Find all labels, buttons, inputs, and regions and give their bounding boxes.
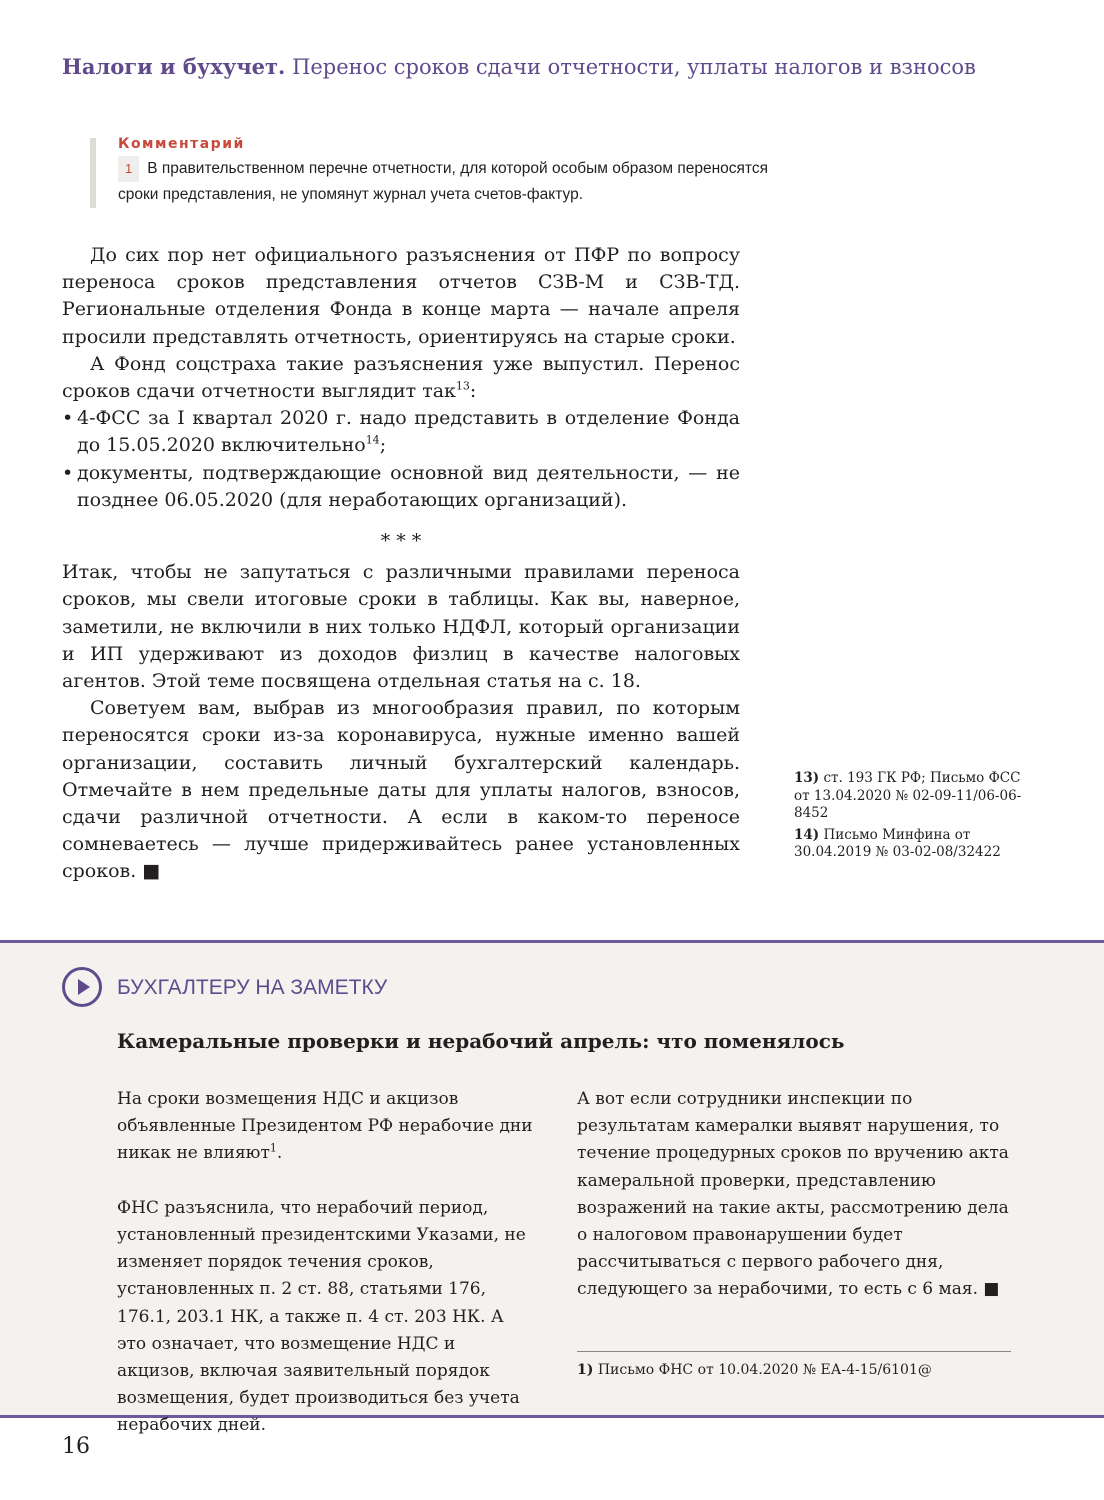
comment-number: 1 [118, 156, 139, 182]
footnote-13-text: ст. 193 ГК РФ; Письмо ФСС от 13.04.2020 № 02-09-11/06-06-8452 [794, 770, 1022, 821]
accountant-note-panel [0, 940, 1104, 1436]
section-name: Налоги и бухучет. [62, 54, 286, 79]
comment-text: В правительственном перечне отчетности, для которой особым образом переносятся сроки представления, не упомянут журнал учета счетов-фактур. [118, 160, 768, 203]
article-title: Перенос сроков сдачи отчетности, уплаты налогов и взносов [292, 55, 976, 79]
play-icon [62, 967, 102, 1007]
footnote-14-number: 14) [794, 826, 820, 843]
bullet-text-2: документы, подтверждающие основной вид деятельности, — не позднее 06.05.2020 (для неработающих организаций). [77, 461, 740, 511]
panel-left-paragraph-2: ФНС разъяснила, что нерабочий период, установленный президентскими Указами, не изменяет порядок течения сроков, установленных п. 2 ст. 88, статьями 176, 176.1, 203.1 НК, а также п. 4 ст. 203 НК. А это означает, что возмещение НДС и акцизов, включая заявительный порядок возмещения, будет производиться без учета нерабочих дней. [117, 1197, 526, 1436]
bullet-text-1-main: 4-ФСС за I квартал 2020 г. надо представить в отделение Фонда до 15.05.2020 включительно [77, 407, 740, 457]
bullet-mark: • [62, 407, 74, 430]
panel-label: БУХГАЛТЕРУ НА ЗАМЕТКУ [117, 976, 388, 999]
running-header [62, 54, 1062, 79]
paragraph-2-end: : [469, 380, 477, 403]
paragraph-2-text: А Фонд соцстраха такие разъяснения уже выпустил. Перенос сроков сдачи отчетности выглядит так [62, 352, 740, 403]
paragraph-2 [62, 351, 740, 405]
panel-footnote [577, 1362, 932, 1378]
footnote-ref-14[interactable]: 14 [365, 434, 380, 448]
bullet-mark: • [62, 461, 74, 484]
footnote-14-text: Письмо Минфина от 30.04.2019 № 03-02-08/32422 [794, 826, 1001, 860]
panel-title: Камеральные проверки и нерабочий апрель: что поменялось [117, 1029, 845, 1053]
bullet-item-2 [62, 460, 740, 514]
paragraph-3: Итак, чтобы не запутаться с различными правилами переноса сроков, мы свели итоговые сроки в таблицы. Как вы, наверное, заметили, не включили в них только НДФЛ, который организации и ИП удерживают из доходов физлиц в качестве налоговых агентов. Этой теме посвящена отдельная статья на с. 18. [62, 561, 740, 693]
main-text [62, 242, 740, 886]
comment-text-block [118, 156, 768, 208]
panel-left-column [117, 1086, 537, 1440]
paragraph-gap [117, 1168, 537, 1195]
panel-right-paragraph-1: А вот если сотрудники инспекции по результатам камералки выявят нарушения, то течение процедурных сроков по вручению акта камеральной проверки, представлению возражений на такие акты, рассмотрению дела о налоговом правонарушении будет рассчитываться с первого рабочего дня, следующего за нерабочими, то есть с 6 мая. ■ [577, 1089, 1009, 1300]
comment-box [90, 138, 768, 208]
panel-footnote-ref-1[interactable]: 1 [269, 1141, 277, 1155]
footnote-13-number: 13) [794, 770, 820, 786]
panel-left-paragraph-1-end: . [276, 1143, 283, 1164]
paragraph-1: До сих пор нет официального разъяснения от ПФР по вопросу переноса сроков представления отчетов СЗВ-М и СЗВ-ТД. Региональные отделения Фонда в конце марта — начале апреля просили представлять отчетность, ориентируясь на старые сроки. [62, 244, 740, 348]
section-separator: * * * [380, 530, 422, 553]
page-number: 16 [62, 1434, 90, 1459]
bullet-item-1 [62, 405, 740, 459]
panel-left-paragraph-1 [117, 1086, 537, 1168]
panel-right-column [577, 1086, 1011, 1304]
panel-footnote-text: Письмо ФНС от 10.04.2020 № ЕА-4-15/6101@ [597, 1362, 932, 1378]
footnote-13 [794, 770, 1034, 823]
paragraph-4: Советуем вам, выбрав из многообразия правил, по которым переносятся сроки из-за коронавируса, нужные именно вашей организации, составить личный бухгалтерский календарь. Отмечайте в нем предельные даты для уплаты налогов, взносов, сдачи различной отчетности. А если в каком-то переносе сомневаетесь — лучше придерживайтесь ранее установленных сроков. ■ [62, 697, 740, 883]
panel-left-paragraph-1-text: На сроки возмещения НДС и акцизов объявленные Президентом РФ нерабочие дни никак не влияют [117, 1089, 533, 1164]
footnote-14 [794, 827, 1034, 862]
footnote-ref-13[interactable]: 13 [455, 379, 470, 393]
comment-title: Комментарий [118, 136, 245, 152]
bullet-text-1 [77, 405, 740, 459]
side-footnotes [794, 770, 1034, 866]
bullet-text-1-end: ; [379, 434, 387, 457]
footnote-divider [577, 1351, 1011, 1352]
panel-footnote-number: 1) [577, 1362, 594, 1378]
